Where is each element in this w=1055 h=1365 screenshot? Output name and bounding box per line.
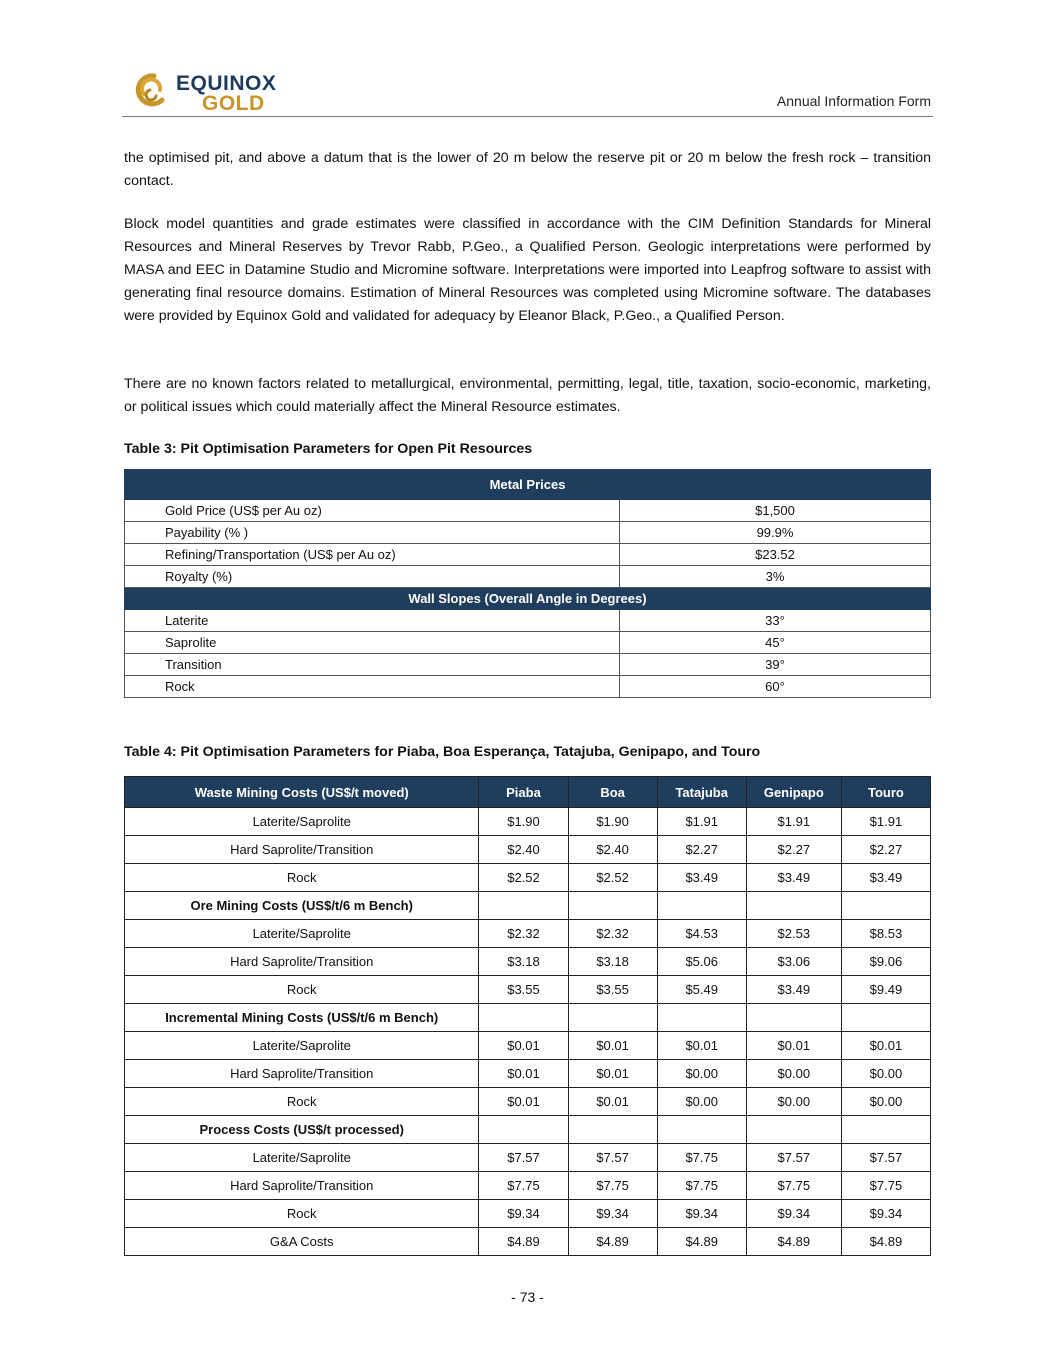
cell-value: $3.55 — [479, 976, 568, 1004]
table-row — [125, 654, 931, 676]
row-label: G&A Costs — [125, 1228, 479, 1256]
paragraph-classification: Block model quantities and grade estimates were classified in accordance with the CIM Definition Standards for Mineral Resources and Mineral Reserves by Trevor Rabb, P.Geo., a Qualified Person. Geologic interpretations were performed by MASA and EEC in Datamine Studio and Micromine software. Interpretations were imported into Leapfrog software to assist with generating final resource domains. Estimation of Mineral Resources was completed using Micromine software. The databases were provided by Equinox Gold and validated for adequacy by Eleanor Black, P.Geo., a Qualified Person. — [124, 216, 931, 324]
cell-value: $0.01 — [568, 1060, 657, 1088]
cell-value: $2.32 — [568, 920, 657, 948]
cell-value: $2.27 — [657, 836, 746, 864]
cell-value: $7.57 — [746, 1144, 841, 1172]
cell-value: $1.91 — [657, 808, 746, 836]
row-label: Royalty (%) — [125, 566, 620, 588]
document-title: Annual Information Form — [776, 93, 931, 109]
cell-value: $3.55 — [568, 976, 657, 1004]
row-label: Laterite/Saprolite — [125, 920, 479, 948]
cell-value: $8.53 — [841, 920, 930, 948]
cell-value: $1.90 — [479, 808, 568, 836]
row-label: Transition — [125, 654, 620, 676]
cell-value: $2.40 — [479, 836, 568, 864]
cell-value: $7.75 — [746, 1172, 841, 1200]
cell-value — [568, 892, 657, 920]
row-value: $1,500 — [620, 500, 931, 522]
cell-value — [657, 1116, 746, 1144]
cell-value: $9.34 — [479, 1200, 568, 1228]
row-label: Rock — [125, 1200, 479, 1228]
header-touro: Touro — [841, 777, 930, 808]
cell-value — [841, 1116, 930, 1144]
cell-value: $9.34 — [841, 1200, 930, 1228]
row-label: Laterite — [125, 610, 620, 632]
header-piaba: Piaba — [479, 777, 568, 808]
cell-value: $1.91 — [746, 808, 841, 836]
cell-value: $2.40 — [568, 836, 657, 864]
row-label: Refining/Transportation (US$ per Au oz) — [125, 544, 620, 566]
header-cost-category: Waste Mining Costs (US$/t moved) — [125, 777, 479, 808]
row-label: Gold Price (US$ per Au oz) — [125, 500, 620, 522]
cell-value — [657, 892, 746, 920]
table-section-header — [125, 588, 931, 610]
table-row — [125, 836, 931, 864]
table-row — [125, 500, 931, 522]
cell-value: $9.49 — [841, 976, 930, 1004]
cell-value: $2.27 — [841, 836, 930, 864]
cell-value: $0.00 — [746, 1088, 841, 1116]
cell-value: $0.00 — [746, 1060, 841, 1088]
table-section-header — [125, 470, 931, 500]
table-row — [125, 920, 931, 948]
cell-value: $0.01 — [746, 1032, 841, 1060]
header-genipapo: Genipapo — [746, 777, 841, 808]
row-label: Rock — [125, 864, 479, 892]
page-header — [122, 68, 933, 117]
cell-value: $7.75 — [657, 1172, 746, 1200]
cell-value: $0.01 — [568, 1088, 657, 1116]
cell-value: $4.89 — [841, 1228, 930, 1256]
cell-value: $7.75 — [657, 1144, 746, 1172]
cell-value — [746, 1004, 841, 1032]
table-row — [125, 566, 931, 588]
row-label: Hard Saprolite/Transition — [125, 948, 479, 976]
table-row — [125, 1144, 931, 1172]
row-label: Saprolite — [125, 632, 620, 654]
row-value: 60° — [620, 676, 931, 698]
cell-value: $0.01 — [841, 1032, 930, 1060]
table-row — [125, 522, 931, 544]
cell-value — [568, 1116, 657, 1144]
row-value: 3% — [620, 566, 931, 588]
cell-value: $0.00 — [657, 1088, 746, 1116]
table-header-row — [125, 777, 931, 808]
row-value: 33° — [620, 610, 931, 632]
cell-value: $7.57 — [479, 1144, 568, 1172]
cell-value — [479, 1004, 568, 1032]
cell-value: $0.01 — [657, 1032, 746, 1060]
cell-value: $3.49 — [657, 864, 746, 892]
table-row — [125, 610, 931, 632]
logo-text-equinox: EQUINOX — [176, 72, 277, 95]
table-row — [125, 1228, 931, 1256]
table-row — [125, 1200, 931, 1228]
row-label: Payability (% ) — [125, 522, 620, 544]
table-section-row — [125, 892, 931, 920]
row-value: 39° — [620, 654, 931, 676]
table-row — [125, 1088, 931, 1116]
cell-value: $2.53 — [746, 920, 841, 948]
cell-value: $4.89 — [657, 1228, 746, 1256]
cell-value: $3.18 — [479, 948, 568, 976]
cell-value — [746, 892, 841, 920]
table3-caption: Table 3: Pit Optimisation Parameters for Open Pit Resources — [124, 441, 533, 457]
table-row — [125, 1172, 931, 1200]
page-number: - 73 - — [511, 1289, 544, 1305]
cell-value: $2.32 — [479, 920, 568, 948]
cell-value: $5.49 — [657, 976, 746, 1004]
table4-cost-parameters — [124, 776, 931, 1256]
cell-value: $7.57 — [841, 1144, 930, 1172]
cell-value — [479, 1116, 568, 1144]
cell-value: $1.90 — [568, 808, 657, 836]
equinox-gold-logo — [132, 70, 302, 116]
table-row — [125, 808, 931, 836]
row-label: Rock — [125, 676, 620, 698]
cell-value: $9.06 — [841, 948, 930, 976]
cell-value: $2.27 — [746, 836, 841, 864]
cell-value — [657, 1004, 746, 1032]
cell-value: $3.06 — [746, 948, 841, 976]
cell-value: $0.00 — [841, 1088, 930, 1116]
cell-value — [568, 1004, 657, 1032]
row-value: 45° — [620, 632, 931, 654]
cell-value: $7.75 — [841, 1172, 930, 1200]
paragraph-known-factors: There are no known factors related to metallurgical, environmental, permitting, legal, title, taxation, socio-economic, marketing, or political issues which could materially affect the Mineral Resource estimates. — [124, 376, 931, 415]
cell-value: $0.00 — [657, 1060, 746, 1088]
cell-value: $3.49 — [746, 864, 841, 892]
row-label: Laterite/Saprolite — [125, 1144, 479, 1172]
row-value: 99.9% — [620, 522, 931, 544]
cell-value: $4.53 — [657, 920, 746, 948]
row-label: Rock — [125, 1088, 479, 1116]
row-label: Laterite/Saprolite — [125, 808, 479, 836]
cell-value: $3.18 — [568, 948, 657, 976]
row-label: Laterite/Saprolite — [125, 1032, 479, 1060]
cell-value: $0.01 — [568, 1032, 657, 1060]
row-label: Hard Saprolite/Transition — [125, 1172, 479, 1200]
cell-value: $0.01 — [479, 1088, 568, 1116]
table-row — [125, 976, 931, 1004]
row-label: Rock — [125, 976, 479, 1004]
cell-value: $9.34 — [657, 1200, 746, 1228]
logo-text-gold: GOLD — [202, 92, 265, 115]
paragraph-pit-datum: the optimised pit, and above a datum that is the lower of 20 m below the reserve pit or 20 m below the fresh rock – transition contact. — [124, 150, 931, 189]
cell-value: $7.75 — [479, 1172, 568, 1200]
logo-mark-icon — [132, 70, 174, 114]
row-label: Hard Saprolite/Transition — [125, 836, 479, 864]
cell-value: $5.06 — [657, 948, 746, 976]
row-label: Process Costs (US$/t processed) — [125, 1116, 479, 1144]
cell-value: $2.52 — [568, 864, 657, 892]
cell-value: $0.01 — [479, 1060, 568, 1088]
row-label: Incremental Mining Costs (US$/t/6 m Bench) — [125, 1004, 479, 1032]
table-row — [125, 1060, 931, 1088]
table3-pit-optimisation — [124, 469, 931, 698]
table-row — [125, 544, 931, 566]
row-label: Hard Saprolite/Transition — [125, 1060, 479, 1088]
cell-value: $3.49 — [841, 864, 930, 892]
row-value: $23.52 — [620, 544, 931, 566]
cell-value: $9.34 — [746, 1200, 841, 1228]
row-label: Ore Mining Costs (US$/t/6 m Bench) — [125, 892, 479, 920]
cell-value: $7.75 — [568, 1172, 657, 1200]
cell-value: $9.34 — [568, 1200, 657, 1228]
cell-value: $1.91 — [841, 808, 930, 836]
cell-value: $7.57 — [568, 1144, 657, 1172]
cell-value: $4.89 — [746, 1228, 841, 1256]
cell-value — [746, 1116, 841, 1144]
cell-value: $3.49 — [746, 976, 841, 1004]
table-section-row — [125, 1004, 931, 1032]
table-row — [125, 948, 931, 976]
cell-value: $4.89 — [479, 1228, 568, 1256]
cell-value — [841, 892, 930, 920]
table-row — [125, 632, 931, 654]
cell-value: $0.00 — [841, 1060, 930, 1088]
table4-caption: Table 4: Pit Optimisation Parameters for Piaba, Boa Esperança, Tatajuba, Genipapo, and Touro — [124, 744, 761, 760]
cell-value: $0.01 — [479, 1032, 568, 1060]
section-wall-slopes: Wall Slopes (Overall Angle in Degrees) — [125, 588, 931, 610]
table-row — [125, 1032, 931, 1060]
section-metal-prices: Metal Prices — [125, 470, 931, 500]
table-row — [125, 676, 931, 698]
cell-value — [841, 1004, 930, 1032]
header-tatajuba: Tatajuba — [657, 777, 746, 808]
cell-value: $2.52 — [479, 864, 568, 892]
table-section-row — [125, 1116, 931, 1144]
cell-value: $4.89 — [568, 1228, 657, 1256]
header-boa: Boa — [568, 777, 657, 808]
table-row — [125, 864, 931, 892]
cell-value — [479, 892, 568, 920]
